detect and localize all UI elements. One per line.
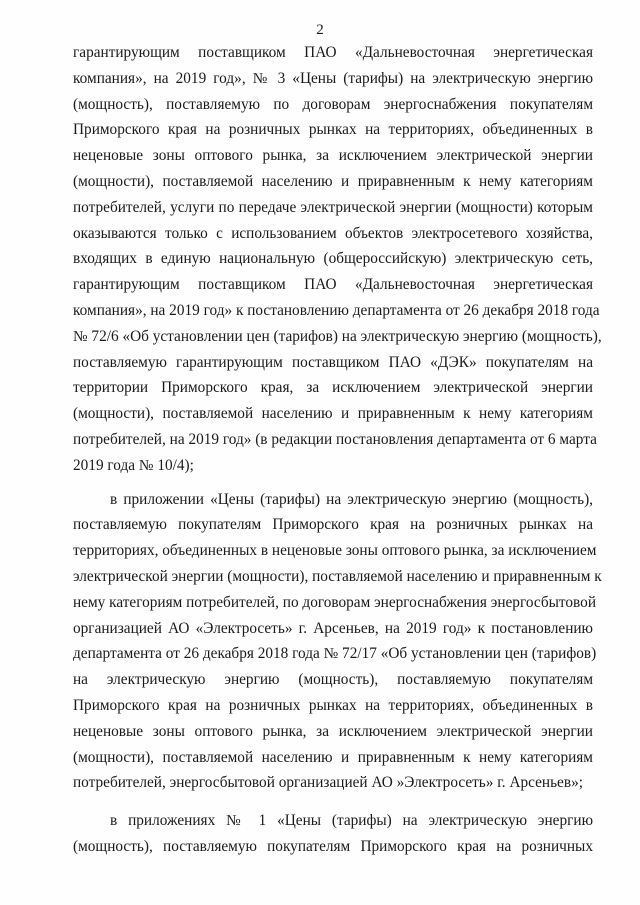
text-line: оказываются только с использованием объектов электросетевого хозяйства,	[73, 224, 593, 242]
paragraph-1	[73, 40, 602, 479]
text-line: компания», на 2019 год», № 3 «Цены (тарифы) на электрическую энергию	[73, 69, 593, 87]
text-line: территории Приморского края, за исключением электрической энергии	[73, 379, 593, 397]
text-line: потребителей, энергосбытовой организацией АО »Электросеть» г. Арсеньев»;	[73, 774, 583, 792]
text-line: неценовые зоны оптового рынка, за исключением электрической энергии	[73, 147, 593, 165]
text-line: поставляемую гарантирующим поставщиком ПАО «ДЭК» покупателям на	[73, 353, 593, 371]
page-number: 2	[316, 22, 324, 38]
text-line: входящих в единую национальную (общероссийскую) электрическую сеть,	[73, 250, 593, 268]
text-line: потребителей, на 2019 год» (в редакции постановления департамента от 6 марта	[73, 430, 597, 448]
text-line: поставляемую покупателям Приморского края на розничных рынках на	[73, 516, 593, 534]
paragraph-2	[73, 487, 602, 797]
text-line: (мощности), поставляемой населению и приравненным к нему категориям	[73, 405, 593, 423]
text-line: компания», на 2019 год» к постановлению департамента от 26 декабря 2018 года	[73, 301, 600, 319]
text-line: в приложении «Цены (тарифы) на электрическую энергию (мощность),	[110, 490, 593, 508]
text-line: электрической энергии (мощности), поставляемой населению и приравненным к	[73, 567, 602, 585]
text-line: 2019 года № 10/4);	[73, 456, 194, 474]
text-line: (мощности), поставляемой населению и приравненным к нему категориям	[73, 172, 593, 190]
text-line: (мощность), поставляемую покупателям Приморского края на розничных	[73, 837, 593, 855]
text-line: гарантирующим поставщиком ПАО «Дальневосточная энергетическая	[73, 276, 593, 294]
text-line: в приложениях № 1 «Цены (тарифы) на электрическую энергию	[110, 812, 593, 830]
paragraph-3	[73, 808, 593, 860]
text-line: № 72/6 «Об установлении цен (тарифов) на электрическую энергию (мощность),	[73, 327, 602, 345]
text-line: гарантирующим поставщиком ПАО «Дальневосточная энергетическая	[73, 44, 593, 61]
text-line: департамента от 26 декабря 2018 года № 72/17 «Об установлении цен (тарифов)	[73, 645, 597, 663]
text-line: организацией АО «Электросеть» г. Арсеньев, на 2019 год» к постановлению	[73, 619, 593, 637]
document-body	[73, 40, 602, 860]
text-line: Приморского края на розничных рынках на территориях, объединенных в	[73, 121, 593, 139]
text-line: (мощность), поставляемую по договорам энергоснабжения покупателям	[73, 95, 593, 113]
text-line: нему категориям потребителей, по договорам энергоснабжения энергосбытовой	[73, 593, 596, 611]
text-line: неценовые зоны оптового рынка, за исключением электрической энергии	[73, 722, 593, 740]
text-line: на электрическую энергию (мощность), поставляемую покупателям	[73, 671, 593, 689]
paragraph-spacer	[73, 796, 593, 808]
text-line: (мощности), поставляемой населению и приравненным к нему категориям	[73, 748, 593, 766]
text-line: Приморского края на розничных рынках на территориях, объединенных в	[73, 696, 593, 714]
text-line: территориях, объединенных в неценовые зоны оптового рынка, за исключением	[73, 542, 597, 560]
text-line: потребителей, услуги по передаче электрической энергии (мощности) которым	[73, 198, 593, 216]
paragraph-spacer	[73, 479, 593, 487]
